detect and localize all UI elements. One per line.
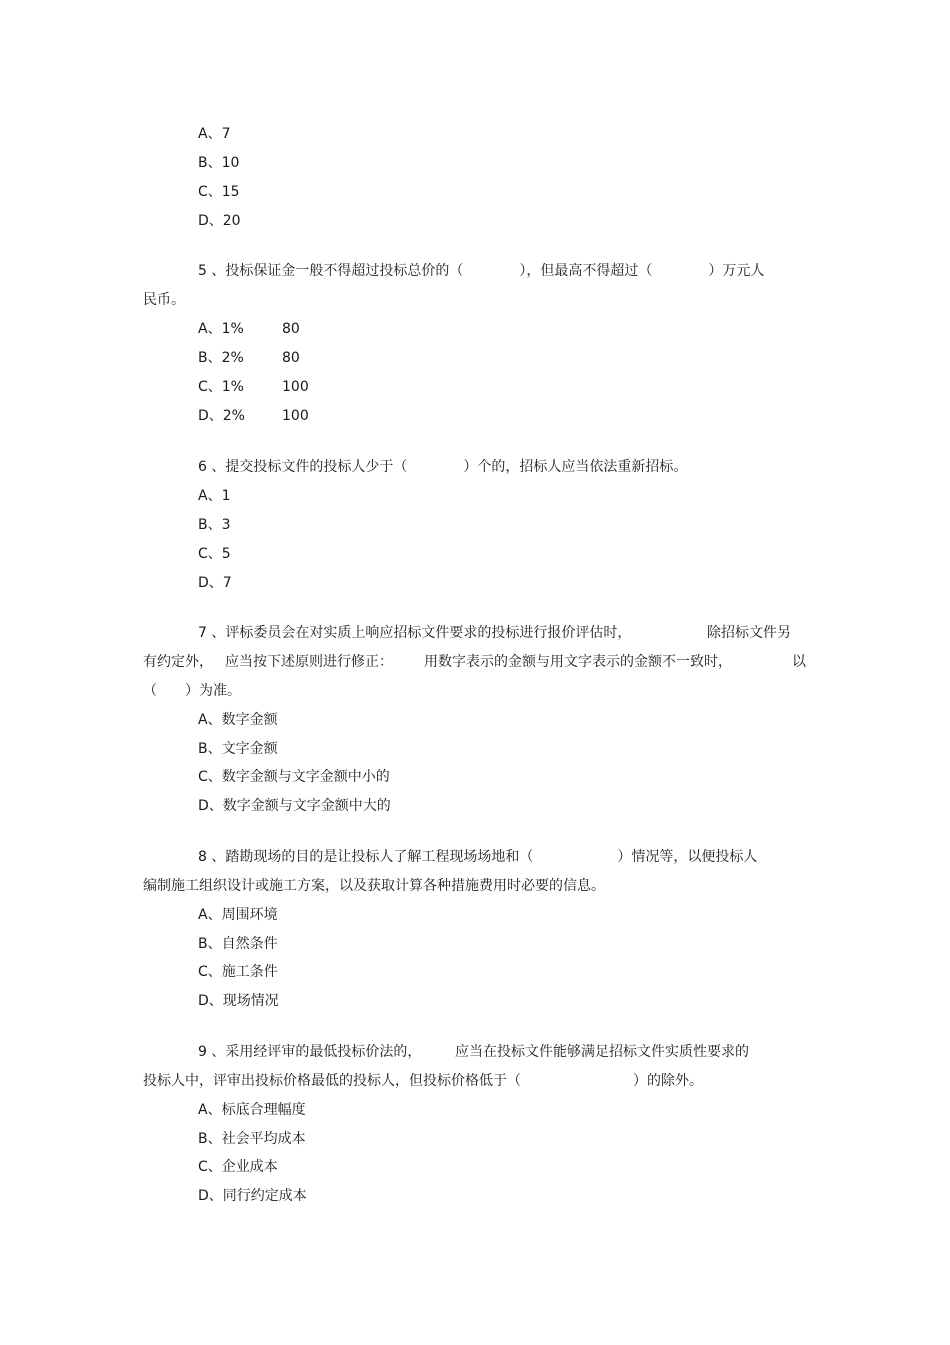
q7-stem-line-1b: 除招标文件另 xyxy=(707,625,791,641)
q9-option-d: D、同行约定成本 xyxy=(198,1188,307,1204)
q7-option-a: A、数字金额 xyxy=(198,712,278,728)
q6-option-d: D、7 xyxy=(198,575,232,591)
q5-option-c-letter: C、1% xyxy=(198,379,244,395)
q5-option-c-value: 100 xyxy=(282,379,309,395)
q9-stem-line-1a: 9 、采用经评审的最低投标价法的， xyxy=(198,1044,422,1060)
q5-option-a-value: 80 xyxy=(282,321,300,337)
q7-option-b: B、文字金额 xyxy=(198,741,278,757)
q6-option-b: B、3 xyxy=(198,517,231,533)
q8-option-b: B、自然条件 xyxy=(198,936,278,952)
q7-stem-line-2d: 以 xyxy=(792,654,806,670)
q4-option-d: D、20 xyxy=(198,213,241,229)
q9-stem-line-2: 投标人中，评审出投标价格最低的投标人，但投标价格低于（ ）的除外。 xyxy=(143,1073,703,1089)
q7-stem-line-2b: 应当按下述原则进行修正： xyxy=(225,654,393,670)
q6-option-c: C、5 xyxy=(198,546,231,562)
q5-option-b-letter: B、2% xyxy=(198,350,244,366)
q5-stem-line-2: 民币。 xyxy=(143,292,185,308)
q9-option-c: C、企业成本 xyxy=(198,1159,278,1175)
q5-option-b-value: 80 xyxy=(282,350,300,366)
q4-option-a: A、7 xyxy=(198,126,231,142)
q5-stem-line-1: 5 、投标保证金一般不得超过投标总价的（ ），但最高不得超过（ ）万元人 xyxy=(198,263,765,279)
q7-stem-line-2c: 用数字表示的金额与用文字表示的金额不一致时， xyxy=(424,654,732,670)
q8-option-c: C、施工条件 xyxy=(198,964,278,980)
q7-stem-line-1a: 7 、评标委员会在对实质上响应招标文件要求的投标进行报价评估时， xyxy=(198,625,632,641)
q5-option-a-letter: A、1% xyxy=(198,321,244,337)
q4-option-c: C、15 xyxy=(198,184,240,200)
q9-option-b: B、社会平均成本 xyxy=(198,1131,306,1147)
q7-option-d: D、数字金额与文字金额中大的 xyxy=(198,798,391,814)
q8-stem-line-1: 8 、踏勘现场的目的是让投标人了解工程现场场地和（ ）情况等，以便投标人 xyxy=(198,849,758,865)
q7-stem-line-2a: 有约定外， xyxy=(143,654,213,670)
q4-option-b: B、10 xyxy=(198,155,240,171)
q7-option-c: C、数字金额与文字金额中小的 xyxy=(198,769,390,785)
q9-option-a: A、标底合理幅度 xyxy=(198,1102,306,1118)
q8-stem-line-2: 编制施工组织设计或施工方案，以及获取计算各种措施费用时必要的信息。 xyxy=(143,878,605,894)
q9-stem-line-1b: 应当在投标文件能够满足招标文件实质性要求的 xyxy=(455,1044,749,1060)
q8-option-a: A、周围环境 xyxy=(198,907,278,923)
q6-stem: 6 、提交投标文件的投标人少于（ ）个的，招标人应当依法重新招标。 xyxy=(198,459,688,475)
q5-option-d-value: 100 xyxy=(282,408,309,424)
q8-option-d: D、现场情况 xyxy=(198,993,279,1009)
q6-option-a: A、1 xyxy=(198,488,231,504)
q5-option-d-letter: D、2% xyxy=(198,408,245,424)
q7-stem-line-3: （ ）为准。 xyxy=(143,683,241,699)
